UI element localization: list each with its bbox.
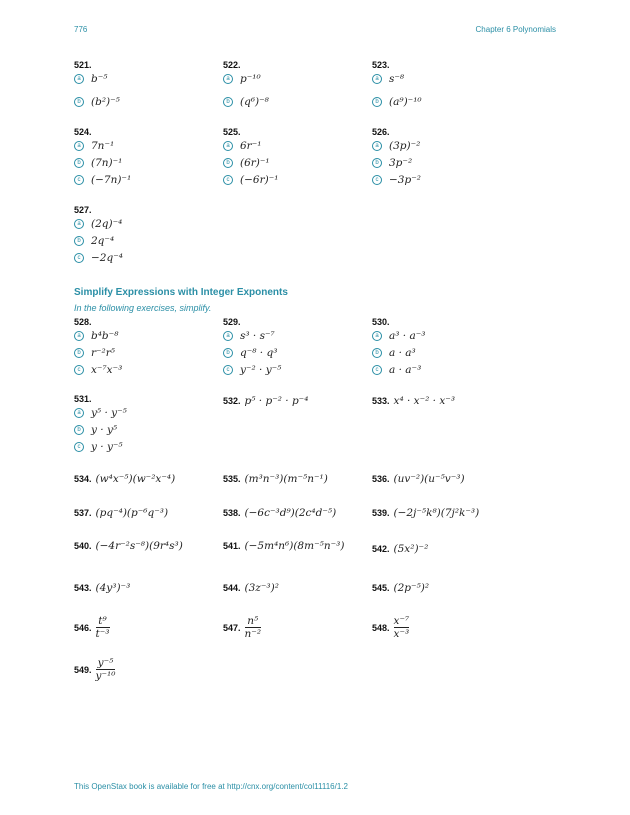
problem-number: 528. bbox=[74, 317, 92, 327]
part-label: c bbox=[74, 253, 84, 263]
part-label: c bbox=[74, 175, 84, 185]
expression: (−6r)⁻¹ bbox=[240, 173, 279, 186]
problem-number: 537. bbox=[74, 508, 92, 518]
problem-534 bbox=[74, 473, 175, 485]
problem-number: 543. bbox=[74, 583, 92, 593]
part-label: b bbox=[223, 158, 233, 168]
expression: (6r)⁻¹ bbox=[240, 156, 270, 169]
part-label: a bbox=[74, 141, 84, 151]
problem-number: 536. bbox=[372, 474, 390, 484]
problem-544 bbox=[223, 582, 279, 594]
problem-521 bbox=[74, 60, 120, 110]
expression: y⁻² · y⁻⁵ bbox=[240, 363, 282, 376]
fraction bbox=[96, 615, 110, 640]
part-label: b bbox=[223, 97, 233, 107]
part-label: b bbox=[74, 158, 84, 168]
part-label: a bbox=[223, 74, 233, 84]
problem-number: 540. bbox=[74, 541, 92, 551]
expression: y⁵ · y⁻⁵ bbox=[91, 406, 127, 419]
problem-number: 546. bbox=[74, 622, 92, 633]
denominator: n⁻² bbox=[244, 628, 262, 640]
expression: s⁻⁸ bbox=[389, 72, 405, 85]
part-label: a bbox=[74, 74, 84, 84]
expression: a · a³ bbox=[389, 346, 416, 359]
expression: x⁴ · x⁻² · x⁻³ bbox=[393, 395, 456, 407]
problem-529 bbox=[223, 317, 281, 378]
problem-540 bbox=[74, 540, 183, 552]
numerator: t⁹ bbox=[98, 615, 107, 627]
part-b bbox=[74, 232, 123, 249]
part-c bbox=[223, 171, 278, 188]
problem-number: 548. bbox=[372, 622, 390, 633]
problem-541 bbox=[223, 540, 344, 552]
part-c bbox=[74, 438, 127, 455]
part-b bbox=[372, 344, 426, 361]
problem-522 bbox=[223, 60, 269, 110]
problem-547 bbox=[223, 615, 261, 640]
problem-538 bbox=[223, 507, 336, 519]
part-c bbox=[74, 249, 123, 266]
part-c bbox=[372, 171, 421, 188]
problem-542 bbox=[372, 543, 428, 555]
problem-535 bbox=[223, 473, 328, 485]
expression: (−2j⁻⁵k⁸)(7j²k⁻³) bbox=[393, 507, 480, 519]
part-a bbox=[74, 137, 131, 154]
part-a bbox=[74, 215, 123, 232]
part-label: c bbox=[74, 365, 84, 375]
part-b bbox=[223, 154, 278, 171]
expression: (7n)⁻¹ bbox=[91, 156, 123, 169]
problem-549 bbox=[74, 657, 115, 682]
part-b bbox=[74, 93, 120, 110]
part-label: a bbox=[74, 219, 84, 229]
problem-number: 541. bbox=[223, 541, 241, 551]
expression: p⁻¹⁰ bbox=[240, 72, 261, 85]
fraction bbox=[245, 615, 262, 640]
problem-545 bbox=[372, 582, 429, 594]
expression: r⁻²r⁵ bbox=[91, 346, 115, 359]
problem-number: 522. bbox=[223, 60, 241, 70]
expression: 7n⁻¹ bbox=[91, 139, 115, 152]
problem-number: 544. bbox=[223, 583, 241, 593]
part-label: c bbox=[372, 365, 382, 375]
part-label: a bbox=[372, 331, 382, 341]
part-label: a bbox=[372, 74, 382, 84]
part-label: a bbox=[223, 331, 233, 341]
expression: (−6c⁻³d⁹)(2c⁴d⁻⁵) bbox=[244, 507, 337, 519]
problem-number: 523. bbox=[372, 60, 390, 70]
part-a bbox=[223, 137, 278, 154]
expression: 2q⁻⁴ bbox=[91, 234, 115, 247]
expression: (a⁹)⁻¹⁰ bbox=[389, 95, 422, 108]
expression: (5x²)⁻² bbox=[393, 543, 429, 555]
expression: y · y⁵ bbox=[91, 423, 118, 436]
expression: (−5m⁴n⁶)(8m⁻⁵n⁻³) bbox=[244, 540, 345, 552]
problem-532 bbox=[223, 395, 308, 407]
part-a bbox=[223, 327, 281, 344]
part-label: a bbox=[74, 331, 84, 341]
problem-number: 527. bbox=[74, 205, 92, 215]
problem-number: 530. bbox=[372, 317, 390, 327]
part-label: b bbox=[372, 97, 382, 107]
part-a bbox=[74, 327, 122, 344]
expression: y · y⁻⁵ bbox=[91, 440, 123, 453]
problem-539 bbox=[372, 507, 479, 519]
problem-531 bbox=[74, 394, 127, 455]
footer-text: This OpenStax book is available for free at http://cnx.org/content/col11116/1.2 bbox=[74, 782, 348, 791]
part-label: b bbox=[74, 236, 84, 246]
part-a bbox=[372, 137, 421, 154]
expression: −2q⁻⁴ bbox=[91, 251, 123, 264]
problem-536 bbox=[372, 473, 465, 485]
problem-528 bbox=[74, 317, 122, 378]
part-b bbox=[74, 421, 127, 438]
part-a bbox=[74, 70, 120, 87]
problem-525 bbox=[223, 127, 278, 188]
expression: (b²)⁻⁵ bbox=[91, 95, 120, 108]
part-c bbox=[223, 361, 281, 378]
expression: b⁴b⁻⁸ bbox=[91, 329, 119, 342]
expression: (−4r⁻²s⁻⁸)(9r⁴s³) bbox=[95, 540, 183, 552]
denominator: x⁻³ bbox=[393, 628, 410, 640]
problem-number: 547. bbox=[223, 622, 241, 633]
problem-number: 534. bbox=[74, 474, 92, 484]
part-label: a bbox=[223, 141, 233, 151]
expression: (2p⁻⁵)² bbox=[393, 582, 430, 594]
denominator: t⁻³ bbox=[95, 628, 110, 640]
numerator: n⁵ bbox=[247, 615, 259, 627]
expression: (q⁶)⁻⁸ bbox=[240, 95, 269, 108]
expression: x⁻⁷x⁻³ bbox=[91, 363, 123, 376]
numerator: x⁻⁷ bbox=[393, 615, 410, 627]
expression: b⁻⁵ bbox=[91, 72, 108, 85]
expression: (−7n)⁻¹ bbox=[91, 173, 132, 186]
problem-number: 529. bbox=[223, 317, 241, 327]
expression: −3p⁻² bbox=[389, 173, 421, 186]
denominator: y⁻¹⁰ bbox=[95, 670, 116, 682]
problem-number: 525. bbox=[223, 127, 241, 137]
part-label: a bbox=[372, 141, 382, 151]
section-instruction: In the following exercises, simplify. bbox=[74, 303, 212, 313]
expression: (uv⁻²)(u⁻⁵v⁻³) bbox=[393, 473, 465, 485]
part-label: b bbox=[74, 348, 84, 358]
part-label: c bbox=[223, 365, 233, 375]
part-a bbox=[372, 327, 426, 344]
expression: (3p)⁻² bbox=[389, 139, 421, 152]
part-label: b bbox=[74, 97, 84, 107]
part-b bbox=[74, 154, 131, 171]
part-label: b bbox=[74, 425, 84, 435]
chapter-title: Chapter 6 Polynomials bbox=[475, 25, 556, 34]
expression: (pq⁻⁴)(p⁻⁶q⁻³) bbox=[95, 507, 169, 519]
part-a bbox=[372, 70, 422, 87]
part-b bbox=[372, 93, 422, 110]
section-title: Simplify Expressions with Integer Exponents bbox=[74, 287, 288, 298]
expression: a · a⁻³ bbox=[389, 363, 422, 376]
part-label: c bbox=[372, 175, 382, 185]
problem-546 bbox=[74, 615, 110, 640]
fraction bbox=[394, 615, 410, 640]
expression: (w⁴x⁻⁵)(w⁻²x⁻⁴) bbox=[95, 473, 176, 485]
part-b bbox=[74, 344, 122, 361]
part-b bbox=[223, 344, 281, 361]
expression: 6r⁻¹ bbox=[240, 139, 262, 152]
expression: s³ · s⁻⁷ bbox=[240, 329, 275, 342]
problem-number: 538. bbox=[223, 508, 241, 518]
problem-524 bbox=[74, 127, 131, 188]
problem-530 bbox=[372, 317, 426, 378]
expression: q⁻⁸ · q³ bbox=[240, 346, 278, 359]
problem-533 bbox=[372, 395, 455, 407]
problem-number: 545. bbox=[372, 583, 390, 593]
expression: 3p⁻² bbox=[389, 156, 413, 169]
part-label: c bbox=[74, 442, 84, 452]
problem-537 bbox=[74, 507, 168, 519]
problem-523 bbox=[372, 60, 422, 110]
part-label: b bbox=[223, 348, 233, 358]
problem-548 bbox=[372, 615, 409, 640]
problem-number: 532. bbox=[223, 396, 241, 406]
part-label: b bbox=[372, 348, 382, 358]
part-c bbox=[74, 361, 122, 378]
numerator: y⁻⁵ bbox=[97, 657, 114, 669]
expression: p⁵ · p⁻² · p⁻⁴ bbox=[244, 395, 309, 407]
expression: (m³n⁻³)(m⁻⁵n⁻¹) bbox=[244, 473, 328, 485]
part-label: b bbox=[372, 158, 382, 168]
part-label: a bbox=[74, 408, 84, 418]
problem-number: 549. bbox=[74, 664, 92, 675]
problem-number: 535. bbox=[223, 474, 241, 484]
problem-number: 531. bbox=[74, 394, 92, 404]
problem-527 bbox=[74, 205, 123, 266]
problem-number: 533. bbox=[372, 396, 390, 406]
problem-543 bbox=[74, 582, 130, 594]
part-label: c bbox=[223, 175, 233, 185]
problem-number: 539. bbox=[372, 508, 390, 518]
expression: a³ · a⁻³ bbox=[389, 329, 426, 342]
problem-number: 524. bbox=[74, 127, 92, 137]
expression: (4y³)⁻³ bbox=[95, 582, 131, 594]
problem-number: 542. bbox=[372, 544, 390, 554]
problem-526 bbox=[372, 127, 421, 188]
page-number: 776 bbox=[74, 25, 88, 34]
expression: (2q)⁻⁴ bbox=[91, 217, 123, 230]
expression: (3z⁻³)² bbox=[244, 582, 279, 594]
part-a bbox=[74, 404, 127, 421]
part-c bbox=[74, 171, 131, 188]
part-a bbox=[223, 70, 269, 87]
problem-number: 526. bbox=[372, 127, 390, 137]
part-b bbox=[372, 154, 421, 171]
fraction bbox=[96, 657, 116, 682]
part-c bbox=[372, 361, 426, 378]
problem-number: 521. bbox=[74, 60, 92, 70]
part-b bbox=[223, 93, 269, 110]
